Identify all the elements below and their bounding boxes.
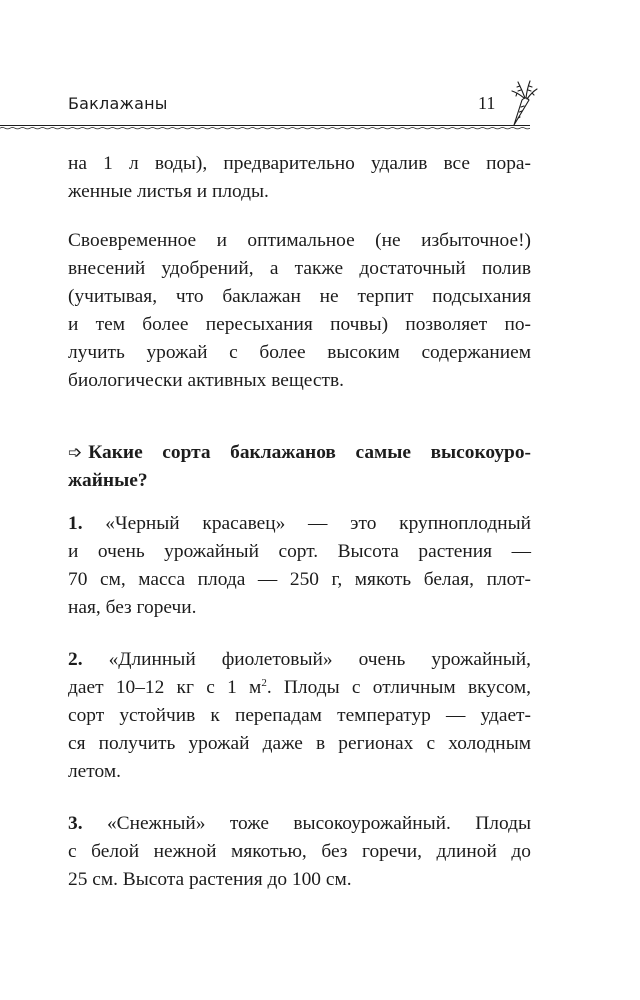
text-line: 70 см, масса плода — 250 г, мякоть белая, плот- (68, 569, 531, 590)
item-text: «Снежный» тоже высокоурожайный. Плоды (106, 813, 531, 834)
superscript: 2 (261, 677, 267, 689)
text-line (68, 510, 531, 538)
list-item-3 (68, 810, 531, 894)
heading-line (68, 439, 531, 467)
item-number: 1. (68, 513, 83, 534)
arrow-icon: ➩ (68, 443, 83, 463)
text-line: лучить урожай с более высоким содержанием (68, 342, 531, 363)
item-number: 3. (68, 813, 83, 834)
text-line: Своевременное и оптимальное (не избыточное!) (68, 230, 531, 251)
header-rule (0, 124, 530, 130)
item-number: 2. (68, 649, 83, 670)
page-number: 11 (478, 93, 496, 113)
text-line (68, 646, 531, 674)
list-item-2 (68, 646, 531, 786)
text-line: внесений удобрений, а также достаточный полив (68, 258, 531, 279)
text-line (68, 810, 531, 838)
item-text: дает 10–12 кг с 1 м (68, 677, 262, 698)
paragraph-continued (68, 150, 531, 206)
heading-line: жайные? (68, 470, 148, 491)
text-line: и очень урожайный сорт. Высота растения — (68, 541, 531, 562)
text-line: 25 см. Высота растения до 100 см. (68, 869, 352, 890)
text-line: с белой нежной мякотью, без горечи, длиной до (68, 841, 531, 862)
text-line: сорт устойчив к перепадам температур — удает- (68, 705, 531, 726)
text-line: и тем более пересыхания почвы) позволяет по- (68, 314, 531, 335)
text-line: женные листья и плоды. (68, 181, 269, 202)
item-text: . Плоды с отличным вкусом, (266, 677, 532, 698)
text-line: ная, без горечи. (68, 597, 197, 618)
list-item-1 (68, 510, 531, 622)
heading-text: Какие сорта баклажанов самые высокоуро- (88, 442, 531, 463)
item-text: «Черный красавец» — это крупноплодный (105, 513, 531, 534)
text-line (68, 674, 531, 702)
text-line: летом. (68, 761, 121, 782)
text-line: (учитывая, что баклажан не терпит подсыхания (68, 286, 531, 307)
running-head: Баклажаны (68, 94, 168, 113)
question-heading (68, 439, 531, 495)
text-line: ся получить урожай даже в регионах с холодным (68, 733, 531, 754)
carrot-icon (500, 78, 540, 128)
text-line: на 1 л воды), предварительно удалив все пора- (68, 153, 531, 174)
text-line: биологически активных веществ. (68, 370, 344, 391)
item-text: «Длинный фиолетовый» очень урожайный, (108, 649, 531, 670)
paragraph-fertilizer (68, 227, 531, 395)
